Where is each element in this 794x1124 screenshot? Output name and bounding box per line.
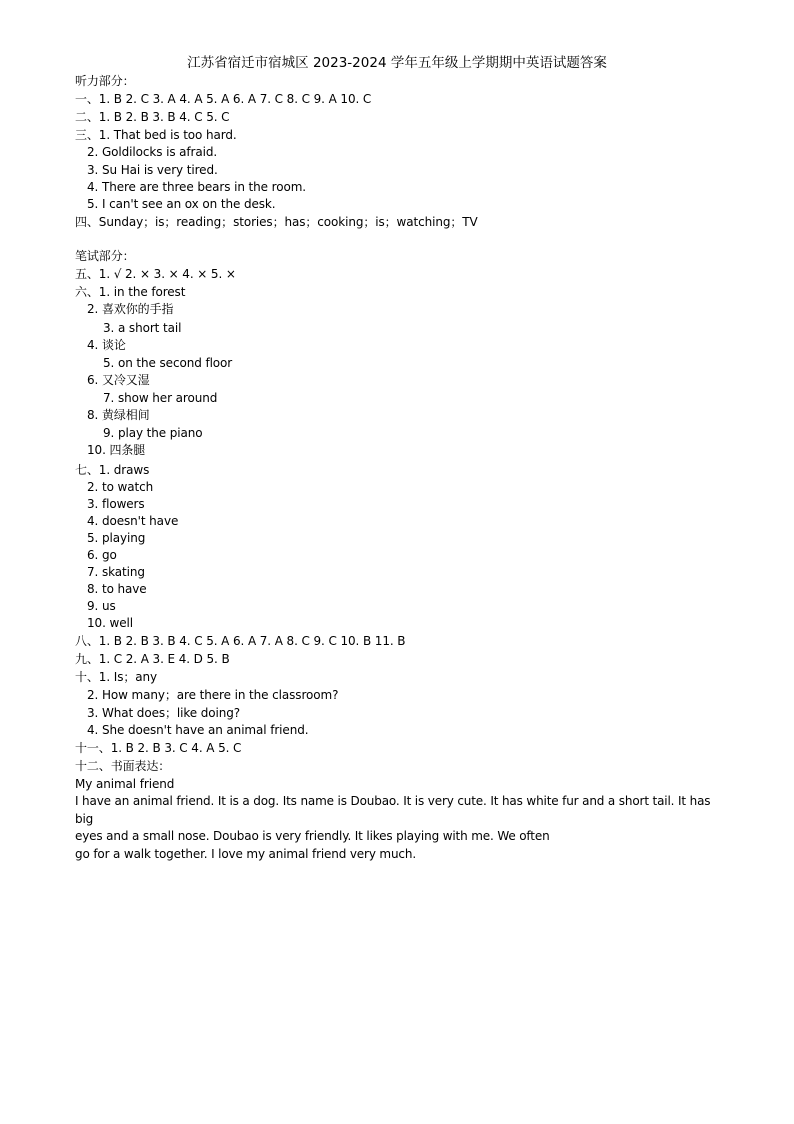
essay-line-1: I have an animal friend. It is a dog. Its name is Doubao. It is very cute. It has white fur and a short tail. It has big: [75, 794, 711, 826]
answer-q3-2: 2. Goldilocks is afraid.: [87, 145, 218, 159]
answer-q2: 二、1. B 2. B 3. B 4. C 5. C: [75, 110, 230, 124]
answer-q4: 四、Sunday；is；reading；stories；has；cooking；is；watching；TV: [75, 215, 478, 229]
answer-q6-9: 9. play the piano: [103, 426, 203, 440]
answer-q3-4: 4. There are three bears in the room.: [87, 180, 307, 194]
written-heading: 笔试部分：: [75, 249, 135, 263]
answer-q3-1: 三、1. That bed is too hard.: [75, 128, 237, 142]
answer-q6-10: 10. 四条腿: [87, 443, 146, 457]
essay-line-3: go for a walk together. I love my animal friend very much.: [75, 846, 416, 861]
answer-q6-3: 3. a short tail: [103, 321, 182, 335]
answer-q7-3: 3. flowers: [87, 497, 145, 511]
answer-q3-5: 5. I can't see an ox on the desk.: [87, 197, 276, 211]
answer-q6-4: 4. 谈论: [87, 338, 126, 352]
answer-q10-2: 2. How many；are there in the classroom?: [87, 688, 339, 702]
answer-q12-heading: 十二、书面表达：: [75, 759, 171, 773]
answer-q7-1: 七、1. draws: [75, 463, 150, 477]
answer-q3-3: 3. Su Hai is very tired.: [87, 163, 218, 177]
essay-body: [75, 793, 723, 863]
answer-q6-1: 六、1. in the forest: [75, 285, 186, 299]
answer-q7-9: 9. us: [87, 599, 116, 613]
listening-heading: 听力部分：: [75, 74, 135, 88]
answer-q6-5: 5. on the second floor: [103, 356, 233, 370]
answer-q7-10: 10. well: [87, 616, 133, 630]
essay-line-2: eyes and a small nose. Doubao is very friendly. It likes playing with me. We often: [75, 829, 550, 843]
answer-q6-8: 8. 黄绿相间: [87, 408, 150, 422]
answer-q7-8: 8. to have: [87, 582, 147, 596]
answer-q6-2: 2. 喜欢你的手指: [87, 302, 174, 316]
answer-q7-2: 2. to watch: [87, 480, 154, 494]
answer-q7-4: 4. doesn't have: [87, 514, 179, 528]
answer-q1: 一、1. B 2. C 3. A 4. A 5. A 6. A 7. C 8. C 9. A 10. C: [75, 92, 372, 106]
answer-q9: 九、1. C 2. A 3. E 4. D 5. B: [75, 652, 230, 666]
answer-q7-5: 5. playing: [87, 531, 146, 545]
answer-q10-4: 4. She doesn't have an animal friend.: [87, 723, 309, 737]
answer-q6-6: 6. 又冷又湿: [87, 373, 150, 387]
answer-q6-7: 7. show her around: [103, 391, 218, 405]
answer-q5: 五、1. √ 2. × 3. × 4. × 5. ×: [75, 267, 236, 281]
answer-q8: 八、1. B 2. B 3. B 4. C 5. A 6. A 7. A 8. C 9. C 10. B 11. B: [75, 634, 406, 648]
document-title: 江苏省宿迁市宿城区 2023-2024 学年五年级上学期期中英语试题答案: [187, 55, 607, 71]
essay-title: My animal friend: [75, 777, 175, 791]
answer-q7-6: 6. go: [87, 548, 117, 562]
answer-q7-7: 7. skating: [87, 565, 145, 579]
answer-q11: 十一、1. B 2. B 3. C 4. A 5. C: [75, 741, 242, 755]
answer-q10-3: 3. What does；like doing?: [87, 706, 241, 720]
answer-q10-1: 十、1. Is；any: [75, 670, 158, 684]
